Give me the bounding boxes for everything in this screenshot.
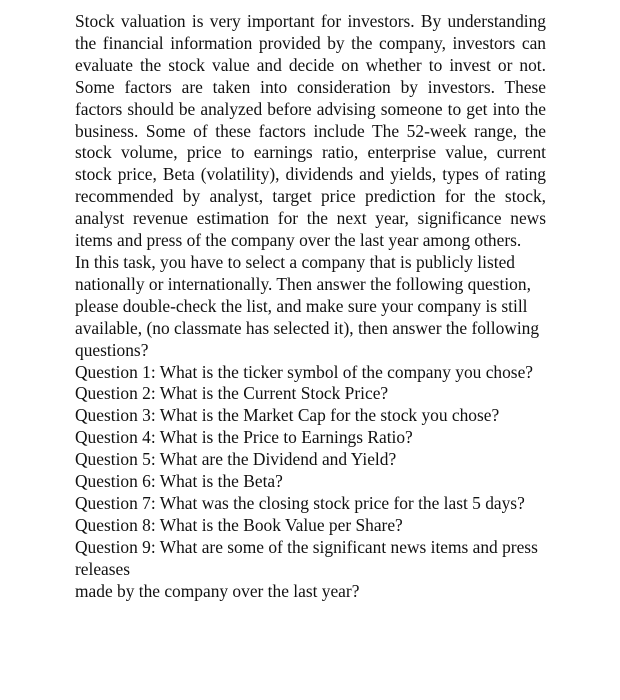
question-list <box>75 362 546 603</box>
document-page <box>75 11 546 602</box>
question-4: Question 4: What is the Price to Earnings Ratio? <box>75 427 413 448</box>
question-9-text: Question 9: What are some of the significant news items and press releases <box>75 536 538 579</box>
intro-paragraph: Stock valuation is very important for investors. By understanding the financial information provided by the company, investors can evaluate the stock value and decide on whether to invest or not. Some factors are taken into consideration by investors. These factors should be analyzed before advising someone to get into the business. Some of these factors include The 52-week range, the stock volume, price to earnings ratio, enterprise value, current stock price, Beta (volatility), dividends and yields, types of rating recommended by analyst, target price prediction for the stock, analyst revenue estimation for the next year, significance news items and press of the company over the last year among others. <box>75 11 546 251</box>
question-9 <box>75 537 546 603</box>
question-9-continuation: made by the company over the last year? <box>75 580 360 601</box>
question-1: Question 1: What is the ticker symbol of the company you chose? <box>75 361 534 382</box>
task-paragraph: In this task, you have to select a company that is publicly listed nationally or internationally. Then answer the following question, please double-check the list, and make sure your company is still available, (no classmate has selected it), then answer the following questions? <box>75 251 540 360</box>
question-2: Question 2: What is the Current Stock Price? <box>75 383 389 404</box>
question-8: Question 8: What is the Book Value per Share? <box>75 514 403 535</box>
question-3: Question 3: What is the Market Cap for the stock you chose? <box>75 405 500 426</box>
question-6: Question 6: What is the Beta? <box>75 471 283 492</box>
question-5: Question 5: What are the Dividend and Yield? <box>75 449 397 470</box>
question-7: Question 7: What was the closing stock price for the last 5 days? <box>75 492 525 513</box>
